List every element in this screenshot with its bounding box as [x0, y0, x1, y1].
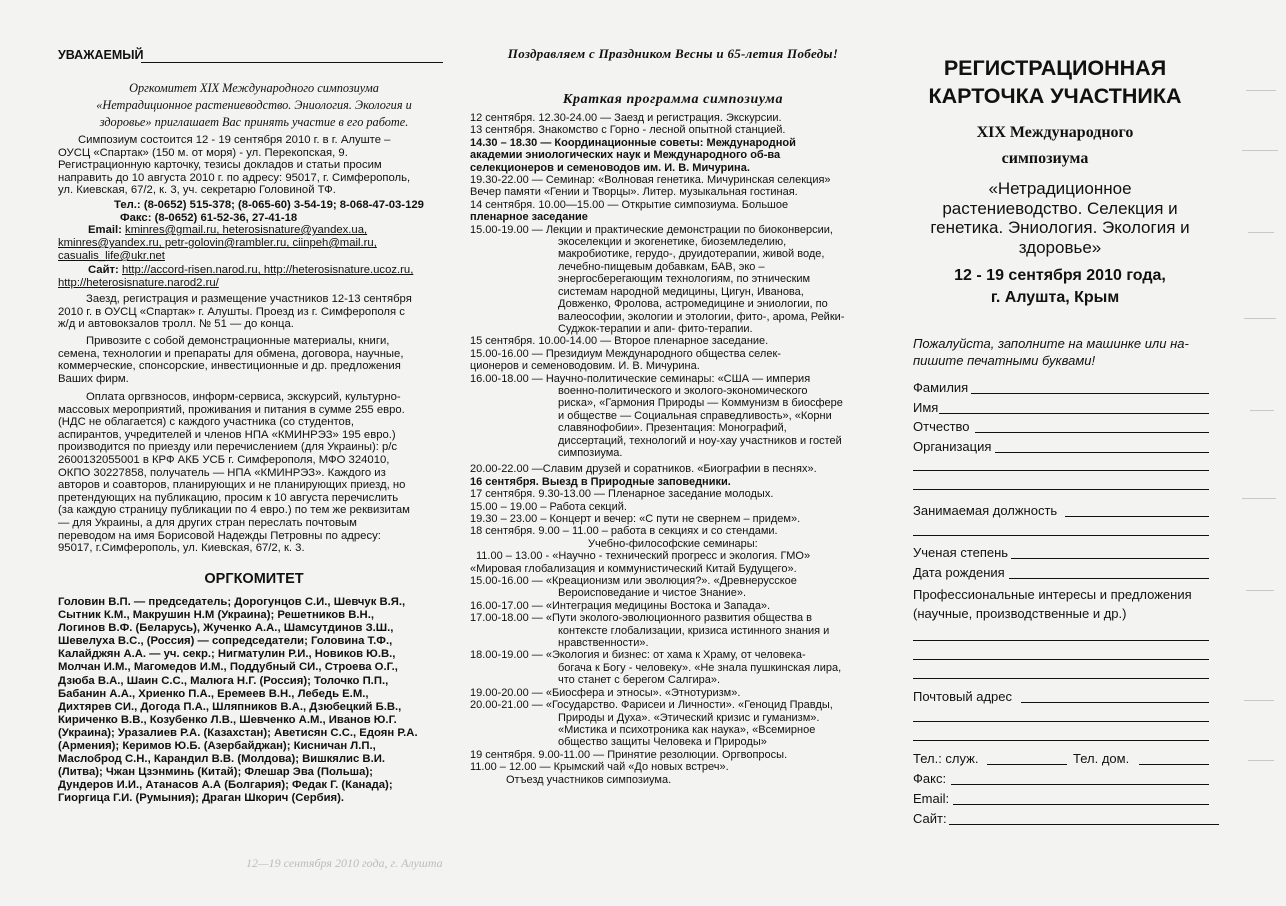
card-title-line1: РЕГИСТРАЦИОННАЯ — [943, 56, 1167, 80]
tel-work-field[interactable] — [987, 764, 1067, 765]
symposium-line1: XIX Международного — [976, 124, 1134, 141]
surname-field[interactable] — [971, 393, 1209, 394]
organization-field[interactable] — [913, 470, 1209, 471]
postal-field[interactable] — [913, 740, 1209, 741]
fax-label: Факс: — [913, 771, 947, 786]
email-link[interactable]: kminres@gmail.ru, heterosisnature@yandex.ua, — [125, 224, 368, 236]
birthdate-label: Дата рождения — [913, 565, 1005, 580]
venue-paragraph: Симпозиум состоится 12 - 19 сентября 2010 г. в г. Алуште – ОУСЦ «Спартак» (150 м. от моря) - ул. Перекопская, 9. Регистрационную карточку, тезисы докладов и статьи просим направить до 10 августа 2010 г. по адресу: 95017, г. Симферополь, ул. Киевская, 67/2, к. 3, уч. секретарю Головиной ТФ. — [58, 134, 411, 197]
fax-field[interactable] — [951, 784, 1209, 785]
interests-field[interactable] — [913, 640, 1209, 641]
bleed-through-text: 12—19 сентября 2010 года, г. Алушта — [246, 856, 443, 870]
email-link[interactable]: casualis_life@ukr.net — [58, 250, 165, 262]
interests-field[interactable] — [913, 678, 1209, 679]
site-link[interactable]: http://accord-risen.narod.ru, http://heterosisnature.ucoz.ru, — [121, 264, 414, 276]
edge-mark — [1244, 700, 1274, 701]
card-date: 12 - 19 сентября 2010 года, — [954, 267, 1166, 284]
birthdate-field[interactable] — [1009, 578, 1209, 579]
tel-home-field[interactable] — [1139, 764, 1209, 765]
organization-field[interactable] — [995, 452, 1209, 453]
email-row — [88, 224, 367, 237]
symposium-theme: «Нетрадиционное растениеводство. Селекция и генетика. Эниология. Экология и здоровье» — [930, 179, 1190, 257]
orgcom-title: ОРГКОМИТЕТ — [204, 571, 304, 587]
patronymic-label: Отчество — [913, 419, 970, 434]
site-label: Сайт: — [913, 811, 947, 826]
email-field[interactable] — [953, 804, 1209, 805]
card-title-line2: КАРТОЧКА УЧАСТНИКА — [928, 84, 1182, 108]
interests-field[interactable] — [913, 659, 1209, 660]
addressee-line — [141, 62, 443, 63]
surname-label: Фамилия — [913, 380, 969, 395]
email-label: Email: — [88, 224, 122, 236]
program-title: Краткая программа симпозиума — [562, 92, 784, 107]
position-field[interactable] — [913, 535, 1209, 536]
email-link[interactable]: kminres@yandex.ru, petr-golovin@rambler.ru, ciinpeh@mail.ru, — [58, 237, 377, 249]
card-place: г. Алушта, Крым — [990, 289, 1120, 306]
name-field[interactable] — [939, 413, 1209, 414]
patronymic-field[interactable] — [975, 432, 1209, 433]
organization-label: Организация — [913, 439, 992, 454]
left-column — [58, 0, 450, 906]
edge-mark — [1246, 90, 1276, 91]
edge-mark — [1250, 410, 1274, 411]
registration-card — [905, 0, 1235, 906]
postal-field[interactable] — [1021, 702, 1209, 703]
edge-mark — [1242, 498, 1276, 499]
degree-label: Ученая степень — [913, 545, 1009, 560]
tel-work-label: Тел.: служ. — [913, 751, 979, 766]
edge-mark — [1244, 318, 1276, 319]
site-row — [88, 264, 413, 277]
name-label: Имя — [913, 400, 939, 415]
fill-instruction: Пожалуйста, заполните на машинке или на- пишите печатными буквами! — [913, 336, 1189, 368]
payment-paragraph: Оплата оргвзносов, информ-сервиса, экскурсий, культурно- массовых мероприятий, проживания и питания в сумме 255 евро. (НДС не облагается) с каждого участника (со студентов, аспирантов, учредителей и членов НПА «КМИНРЭЗ» 195 евро.) производится по приезду или перечислением (для Украины): р/с 2600132055001 в КРФ АКБ УСБ г. Симферополя, МФО 324010, ОКПО 30227858, получатель — НПА «КМИНРЭЗ». Каждого из авторов и соавторов, планирующих и не планирующих приезд, но претендующих на публикацию, просим к 10 августа перечислить (за каждую страницу публикации по 4 евро.) по тем же реквизитам — для Украины, а для других стран переслать почтовым переводом на имя Борисовой Надежды Петровны по адресу: 95017, г.Симферополь, ул. Киевская, 67/2, к. 3. — [58, 391, 410, 555]
addressee-label: УВАЖАЕМЫЙ — [58, 48, 144, 62]
tel-home-label: Тел. дом. — [1073, 751, 1130, 766]
orgcom-list: Головин В.П. — председатель; Дорогунцов С.И., Шевчук В.Я., Сытник К.М., Макрушин Н.М (Украина); Решетников В.Н., Логинов В.Ф. (Беларусь), Жученко А.А., Шамсутдинов З.Ш., Шевелуха В.С., (Россия) — сопредседатели; Головина Т.Ф., Калайджян А.А. — уч. секр.; Нигматулин Р.И., Новиков Ю.В., Молчан И.М., Магомедов И.М., Поддубный СИ., Строева О.Г., Дзюба В.А., Шаин С.С., Малюга Н.Г. (Россия); Толочко П.П., Бабанин А.А., Хриенко П.А., Еремеев В.Н., Лебедь Е.М., Дихтярев СИ., Догода П.А., Шляпников В.А., Дзюбецкий Б.В., Кириченко В.В., Козубенко Л.В., Шевченко А.М., Иванов Ю.Г. (Украина); Уразалиев Р.А. (Казахстан); Аветисян С.С., Едоян Р.А. (Армения); Керимов Ю.Б. (Азербайджан); Кисничан Л.П., Маслоброд С.Н., Карандил В.В. (Молдова); Вишкялис В.И. (Литва); Чжан Цзэнминь (Китай); Флешар Эва (Польша); Дундеров И.И., Атанасов А.А (Болгария); Федак Г. (Канада); Гиоргица Г.И. (Румыния); Драган Шкорич (Сербия). — [58, 596, 418, 805]
symposium-line2: симпозиума — [1001, 150, 1089, 167]
email-label: Email: — [913, 791, 950, 806]
organization-field[interactable] — [913, 489, 1209, 490]
postal-field[interactable] — [913, 721, 1209, 722]
program-list: 12 сентября. 12.30-24.00 — Заезд и регистрация. Экскурсии. 13 сентября. Знакомство с Горно - лесной опытной станцией. 14.30 – 18.30 — Координационные советы: Международной академии эниологических наук и Международного об-ва селекционеров и семеноводов им. И. В. Мичурина. 19.30-22.00 — Семинар: «Волновая генетика. Мичуринская селекция» Вечер памяти «Гении и Творцы». Литер. музыкальная гостиная. 14 сентября. 10.00—15.00 — Открытие симпозиума. Большое пленарное заседание 15.00-19.00 — Лекции и практические демонстрации по биоконверсии, экоселекции и экогенетике, биоземледелию, макробиотике, герудо-, друидотерапии, живой воде, лечебно-пищевым добавкам, БАВ, эко – энергосберегающим технологиям, по этническим системам народной медицины, Цигун, Иванова, Довженко, Фролова, астромедицине и эниологии, по валеософии, экологии и этологии, фито-, арома, Рейки- Суджок-терапии и апи- фито-терапии. 15 сентября. 10.00-14.00 — Второе пленарное заседание. 15.00-16.00 — Президиум Международного общества селек- ционеров и семеноводовим. И. В. Мичурина. 16.00-18.00 — Научно-политические семинары: «США — империя военно-политического и эколого-экономического риска», «Гармония Природы — Коммунизм в биосфере и обществе — Социальная справедливость», «Корни славянофобии». Презентация: Монографий, диссертаций, технологий и ноу-хау участников и гостей симпозиума. 20.00-22.00 —Славим друзей и соратников. «Биографии в песнях». 16 сентября. Выезд в Природные заповедники. 17 сентября. 9.30-13.00 — Пленарное заседание молодых. 15.00 – 19.00 – Работа секций. 19.30 – 23.00 – Концерт и вечер: «С пути не свернем – придем». 18 сентября. 9.00 – 11.00 – работа в секциях и со стендами. Учебно-философские семинары: 11.00 – 13.00 - «Научно - технический прогресс и экология. ГМО» «Мировая глобализация и коммунистический Китай Будущего». 15.00-16.00 — «Креационизм или эволюция?». «Древнерусское Вероисповедание и чистое Знание». 16.00-17.00 — «Интеграция медицины Востока и Запада». 17.00-18.00 — «Пути эколого-эволюционного развития общества в контексте глобализации, кризиса истинного знания и нравственности». 18.00-19.00 — «Экология и бизнес: от хама к Храму, от человека- богача к Богу - человеку». «Не знала пушкинская лира, что станет с берегом Салгира». 19.00-20.00 — «Биосфера и этносы». «Этнотуризм». 20.00-21.00 — «Государство. Фарисеи и Личности». «Геноцид Правды, Природы и Духа». «Этический кризис и гуманизм». «Мистика и психотроника как наука», «Всемирное общество защиты Человека и Природы» 19 сентября. 9.00-11.00 — Принятие резолюции. Оргвопросы. 11.00 – 12.00 — Крымский чай «До новых встреч». Отъезд участников симпозиума. — [470, 112, 845, 786]
interests-label: Профессиональные интересы и предложения (научные, производственные и др.) — [913, 587, 1192, 621]
site-link[interactable]: http://heterosisnature.narod2.ru/ — [58, 277, 219, 289]
site-label: Сайт: — [88, 264, 119, 276]
edge-mark — [1246, 590, 1274, 591]
edge-mark — [1242, 150, 1278, 151]
contact-phone: Тел.: (8-0652) 515-378; (8-065-60) 3-54-19; 8-068-47-03-129 — [114, 199, 424, 211]
position-field[interactable] — [1065, 516, 1209, 517]
postal-label: Почтовый адрес — [913, 689, 1012, 704]
materials-paragraph: Привозите с собой демонстрационные материалы, книги, семена, технологии и препараты для обмена, договора, научные, коммерческие, спонсорские, инвестиционные и др. предложения Ваших фирм. — [58, 335, 404, 385]
site-field[interactable] — [949, 824, 1219, 825]
arrival-paragraph: Заезд, регистрация и размещение участников 12-13 сентября 2010 г. в ОУСЦ «Спартак» г. Алушты. Проезд из г. Симферополя с ж/д и автовокзалов тролл. № 51 — до конца. — [58, 293, 412, 331]
invitation-text: Оргкомитет XIX Международного симпозиума «Нетрадиционное растениеводство. Эниология. Экология и здоровье» приглашает Вас принять участие в его работе. — [96, 81, 412, 129]
edge-mark — [1248, 232, 1274, 233]
contact-fax: Факс: (8-0652) 61-52-36, 27-41-18 — [120, 212, 298, 224]
position-label: Занимаемая должность — [913, 503, 1058, 518]
edge-bleed-marks — [1238, 0, 1286, 906]
middle-column — [470, 0, 890, 906]
holiday-greeting: Поздравляем с Праздником Весны и 65-летия Победы! — [507, 46, 839, 61]
degree-field[interactable] — [1011, 558, 1209, 559]
edge-mark — [1248, 760, 1274, 761]
